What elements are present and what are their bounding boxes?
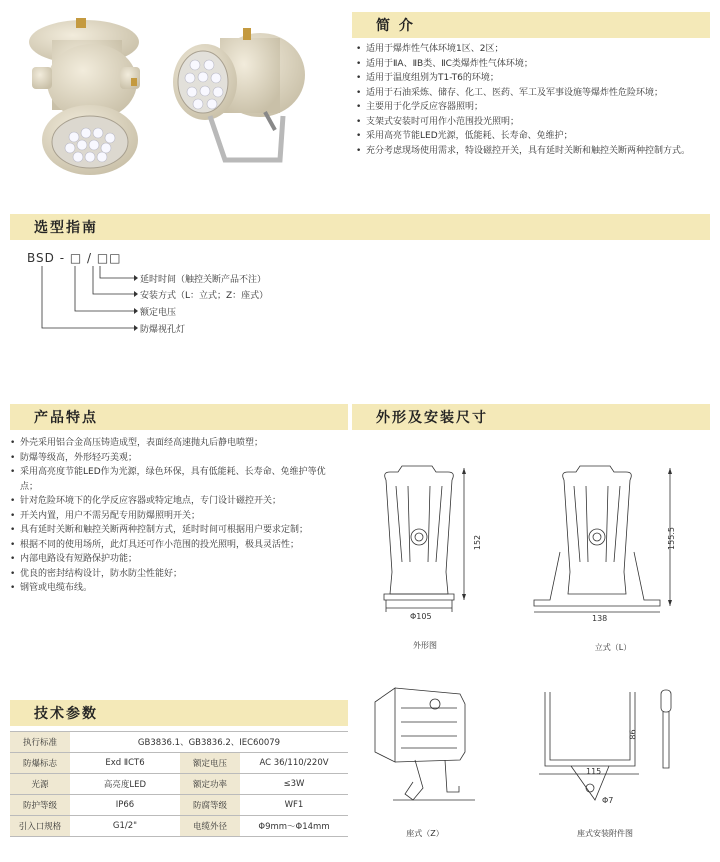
spec-key: 光源 bbox=[10, 774, 70, 795]
lamp-photo-bracket bbox=[165, 20, 315, 180]
intro-item: • 主要用于化学反应容器照明； bbox=[356, 100, 716, 115]
model-code: BSD - □ / □□ bbox=[27, 251, 122, 265]
intro-item: • 适用于爆炸性气体环境1区、2区； bbox=[356, 42, 716, 57]
guide-header bbox=[10, 214, 710, 240]
table-row bbox=[10, 774, 348, 795]
feature-item: • 采用高亮度节能LED作为光源，绿色环保，具有低能耗、长寿命、免维护等优点； bbox=[10, 465, 328, 494]
dim-d1-height: 152 bbox=[473, 534, 483, 551]
intro-title: 简 介 bbox=[376, 18, 415, 34]
table-row bbox=[10, 753, 348, 774]
spec-value: 高亮度LED bbox=[70, 774, 180, 795]
dim-d1-width: Φ105 bbox=[410, 612, 432, 621]
lamp-photo-front bbox=[12, 12, 157, 182]
dimensions-header bbox=[352, 404, 710, 430]
guide-label: 防爆视孔灯 bbox=[140, 325, 186, 335]
feature-item: • 开关内置，用户不需另配专用防爆照明开关； bbox=[10, 509, 328, 524]
spec-value: ≤3W bbox=[240, 774, 348, 795]
guide-label: 额定电压 bbox=[140, 308, 177, 318]
spec-value: GB3836.1、GB3836.2、IEC60079 bbox=[70, 732, 348, 753]
caption-seat: 座式（Z） bbox=[406, 829, 444, 838]
intro-item: • 适用于温度组别为T1-T6的环境； bbox=[356, 71, 716, 86]
drawing-outline bbox=[368, 462, 478, 632]
guide-label: 延时时间（触控关断产品不注） bbox=[140, 275, 267, 285]
intro-header bbox=[352, 12, 710, 38]
spec-key: 防腐等级 bbox=[180, 795, 240, 816]
spec-value: AC 36/110/220V bbox=[240, 753, 348, 774]
intro-item: • 充分考虑现场使用需求，特设磁控开关，具有延时关断和触控关断两种控制方式。 bbox=[356, 144, 716, 159]
feature-item: • 内部电路设有短路保护功能； bbox=[10, 552, 328, 567]
dim-d4-width: 115 bbox=[586, 767, 602, 776]
table-row bbox=[10, 795, 348, 816]
features-list bbox=[10, 436, 328, 596]
spec-key: 额定电压 bbox=[180, 753, 240, 774]
features-title: 产品特点 bbox=[34, 410, 98, 426]
caption-bracket: 座式安装附件图 bbox=[577, 829, 633, 838]
specs-table bbox=[10, 731, 348, 837]
intro-item: • 适用于石油采炼、储存、化工、医药、军工及军事设施等爆炸性危险环境； bbox=[356, 86, 716, 101]
caption-outline: 外形图 bbox=[413, 641, 437, 650]
feature-item: • 钢管或电缆布线。 bbox=[10, 581, 328, 596]
intro-list bbox=[356, 42, 716, 158]
guide-lines bbox=[30, 264, 140, 339]
spec-key: 防护等级 bbox=[10, 795, 70, 816]
feature-item: • 针对危险环境下的化学反应容器或特定地点，专门设计磁控开关； bbox=[10, 494, 328, 509]
feature-item: • 外壳采用铝合金高压铸造成型，表面经高速抛丸后静电喷塑； bbox=[10, 436, 328, 451]
feature-item: • 根据不同的使用场所，此灯具还可作小范围的投光照明，极具灵活性； bbox=[10, 538, 328, 553]
spec-key: 执行标准 bbox=[10, 732, 70, 753]
spec-key: 电缆外径 bbox=[180, 816, 240, 837]
spec-value: Exd ⅡCT6 bbox=[70, 753, 180, 774]
intro-item: • 适用于ⅡA、ⅡB类、ⅡC类爆炸性气体环境； bbox=[356, 57, 716, 72]
spec-value: Φ9mm～Φ14mm bbox=[240, 816, 348, 837]
spec-value: G1/2" bbox=[70, 816, 180, 837]
features-header bbox=[10, 404, 348, 430]
drawing-seat-mount bbox=[365, 682, 485, 822]
dim-d4-height: 86 bbox=[628, 729, 638, 740]
dimensions-title: 外形及安装尺寸 bbox=[376, 410, 488, 426]
spec-value: IP66 bbox=[70, 795, 180, 816]
spec-key: 额定功率 bbox=[180, 774, 240, 795]
table-row bbox=[10, 732, 348, 753]
dim-d2-width: 138 bbox=[592, 614, 608, 623]
spec-key: 防爆标志 bbox=[10, 753, 70, 774]
specs-header bbox=[10, 700, 348, 726]
specs-title: 技术参数 bbox=[34, 706, 98, 722]
spec-key: 引入口规格 bbox=[10, 816, 70, 837]
dim-d2-height: 155.5 bbox=[666, 527, 676, 550]
spec-value: WF1 bbox=[240, 795, 348, 816]
dim-d4-hole: Φ7 bbox=[602, 796, 614, 805]
intro-item: • 采用高亮节能LED光源，低能耗、长寿命、免维护； bbox=[356, 129, 716, 144]
table-row bbox=[10, 816, 348, 837]
guide-label: 安装方式（L：立式；Z：座式） bbox=[140, 291, 269, 301]
drawing-seat-bracket bbox=[535, 682, 685, 812]
feature-item: • 具有延时关断和触控关断两种控制方式，延时时间可根据用户要求定制； bbox=[10, 523, 328, 538]
guide-title: 选型指南 bbox=[34, 220, 98, 236]
feature-item: • 防爆等级高，外形轻巧美观； bbox=[10, 451, 328, 466]
intro-item: • 支架式安装时可用作小范围投光照明； bbox=[356, 115, 716, 130]
caption-vertical: 立式（L） bbox=[594, 643, 632, 652]
feature-item: • 优良的密封结构设计，防水防尘性能好； bbox=[10, 567, 328, 582]
